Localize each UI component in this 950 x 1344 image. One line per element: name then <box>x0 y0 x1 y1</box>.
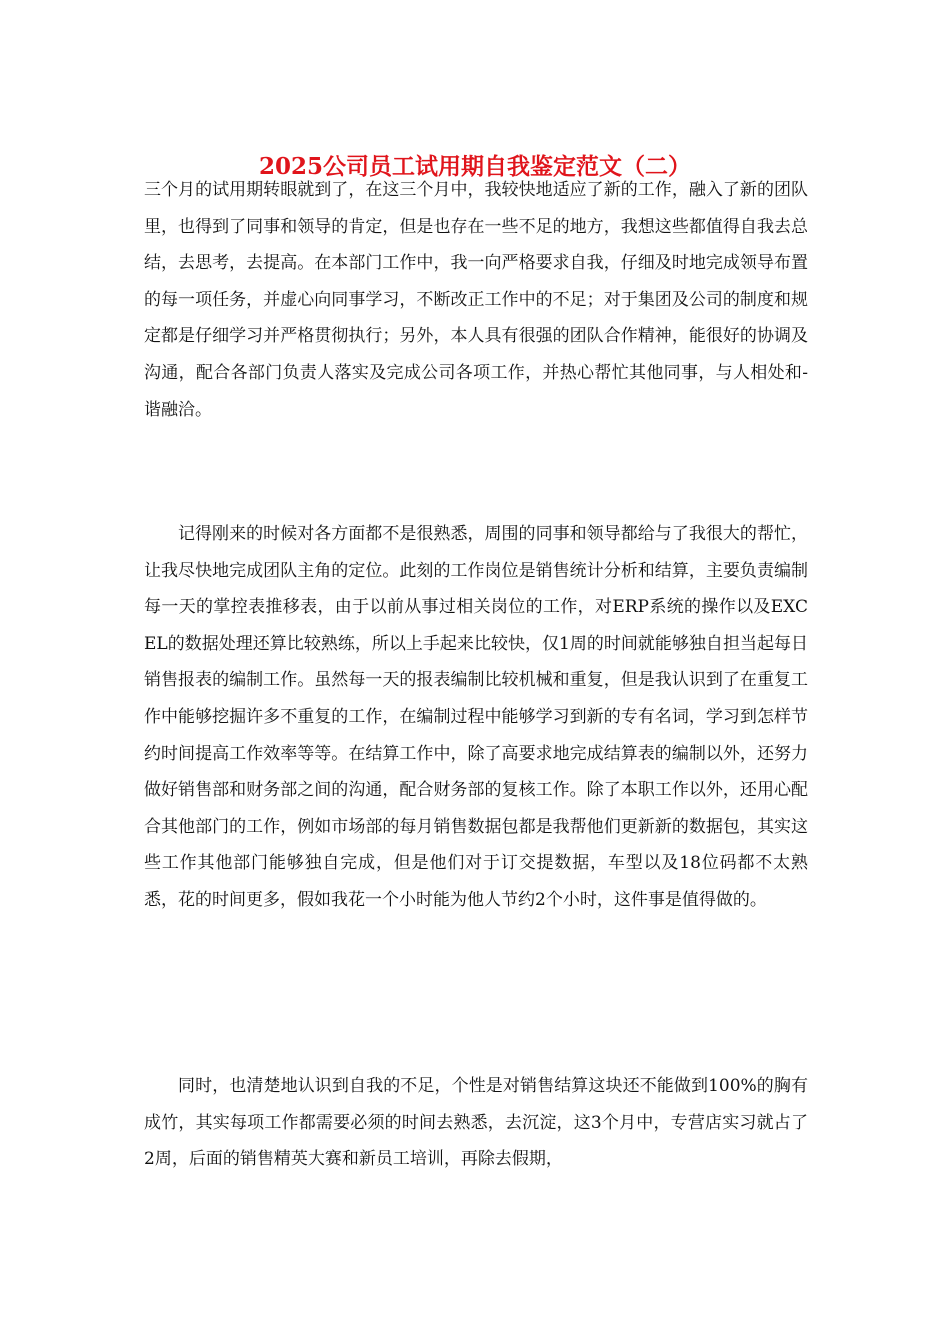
document-title: 2025公司员工试用期自我鉴定范文（二） <box>258 153 691 180</box>
paragraph-2: 记得刚来的时候对各方面都不是很熟悉，周围的同事和领导都给与了我很大的帮忙，让我尽快地完成团队主角的定位。此刻的工作岗位是销售统计分析和结算，主要负责编制每一天的掌控表推移表，由于以前从事过相关岗位的工作，对ERP系统的操作以及EXCEL的数据处理还算比较熟练，所以上手起来比较快，仅1周的时间就能够独自担当起每日销售报表的编制工作。虽然每一天的报表编制比较机械和重复，但是我认识到了在重复工作中能够挖掘许多不重复的工作，在编制过程中能够学习到新的专有名词，学习到怎样节约时间提高工作效率等等。在结算工作中，除了高要求地完成结算表的编制以外，还努力做好销售部和财务部之间的沟通，配合财务部的复核工作。除了本职工作以外，还用心配合其他部门的工作，例如市场部的每月销售数据包都是我帮他们更新新的数据包，其实这些工作其他部门能够独自完成，但是他们对于订交提数据，车型以及18位码都不太熟悉，花的时间更多，假如我花一个小时能为他人节约2个小时，这件事是值得做的。 <box>144 524 808 910</box>
paragraph-1: 三个月的试用期转眼就到了，在这三个月中，我较快地适应了新的工作，融入了新的团队里，也得到了同事和领导的肯定，但是也存在一些不足的地方，我想这些都值得自我去总结，去思考，去提高。在本部门工作中，我一向严格要求自我，仔细及时地完成领导布置的每一项任务，并虚心向同事学习，不断改正工作中的不足；对于集团及公司的制度和规定都是仔细学习并严格贯彻执行；另外，本人具有很强的团队合作精神，能很好的协调及沟通，配合各部门负责人落实及完成公司各项工作，并热心帮忙其他同事，与人相处和-谐融洽。 <box>144 180 808 420</box>
paragraph-3: 同时，也清楚地认识到自我的不足，个性是对销售结算这块还不能做到100%的胸有成竹，其实每项工作都需要必须的时间去熟悉，去沉淀，这3个月中，专营店实习就占了2周，后面的销售精英大赛和新员工培训，再除去假期， <box>144 1076 808 1170</box>
